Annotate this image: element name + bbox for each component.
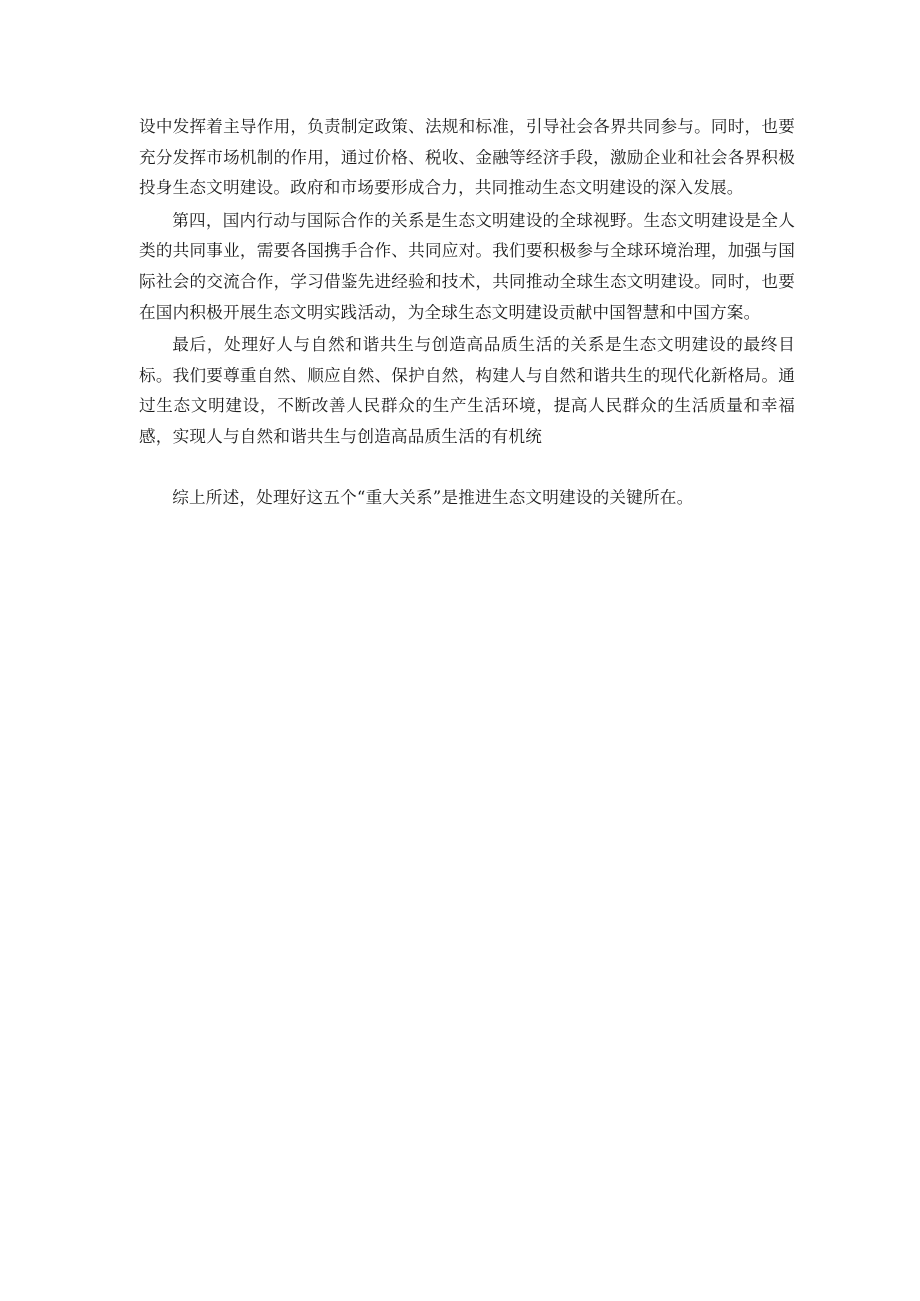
paragraph-harmony-quality-life: 最后，处理好人与自然和谐共生与创造高品质生活的关系是生态文明建设的最终目标。我们要尊重自然、顺应自然、保护自然，构建人与自然和谐共生的现代化新格局。通过生态文明建设，不断改善人民群众的生产生活环境，提高人民群众的生活质量和幸福感，实现人与自然和谐共生与创造高品质生活的有机统 [139, 335, 795, 446]
paragraph-domestic-international: 第四，国内行动与国际合作的关系是生态文明建设的全球视野。生态文明建设是全人类的共同事业，需要各国携手合作、共同应对。我们要积极参与全球环境治理，加强与国际社会的交流合作，学习借鉴先进经验和技术，共同推动全球生态文明建设。同时，也要在国内积极开展生态文明实践活动，为全球生态文明建设贡献中国智慧和中国方案。 [139, 210, 795, 322]
document-body [139, 112, 795, 515]
paragraph-conclusion: 综上所述，处理好这五个“重大关系”是推进生态文明建设的关键所在。 [172, 487, 694, 507]
paragraph-government-market: 设中发挥着主导作用，负责制定政策、法规和标准，引导社会各界共同参与。同时，也要充分发挥市场机制的作用，通过价格、税收、金融等经济手段，激励企业和社会各界积极投身生态文明建设。政府和市场要形成合力，共同推动生态文明建设的深入发展。 [139, 117, 795, 198]
